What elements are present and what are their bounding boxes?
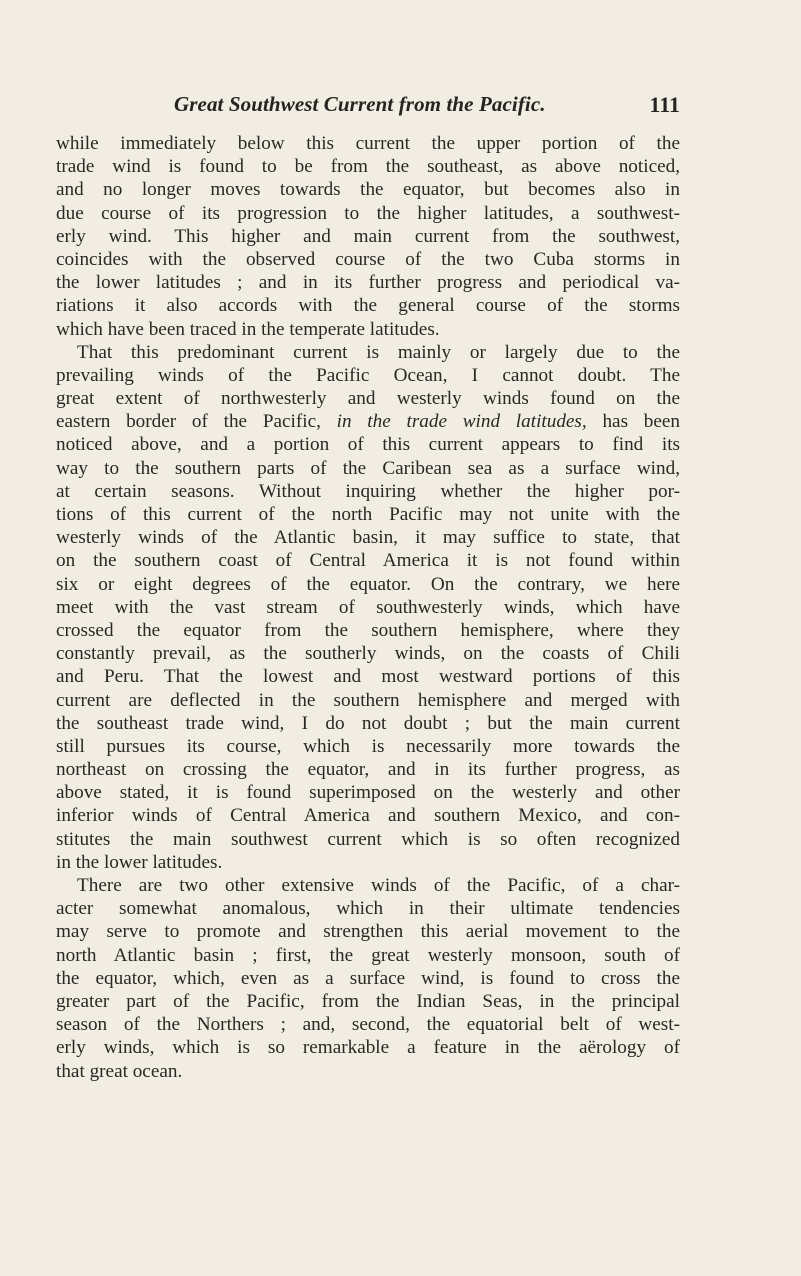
text-line: the southeast trade wind, I do not doubt ; but the main current bbox=[56, 712, 680, 734]
running-head bbox=[56, 92, 680, 124]
text-line: westerly winds of the Atlantic basin, it may suffice to state, that bbox=[56, 527, 680, 549]
text-line: may serve to promote and strengthen this aerial movement to the bbox=[56, 921, 680, 943]
text-line: on the southern coast of Central America it is not found within bbox=[56, 550, 680, 572]
text-line: and no longer moves towards the equator, but becomes also in bbox=[56, 179, 680, 201]
body-text bbox=[56, 132, 680, 1083]
italic-phrase: in the trade wind latitudes, bbox=[336, 411, 587, 433]
text-line: constantly prevail, as the southerly winds, on the coasts of Chili bbox=[56, 643, 680, 665]
page-number: 111 bbox=[649, 92, 680, 117]
text-line bbox=[56, 410, 680, 433]
text-line: current are deflected in the southern hemisphere and merged with bbox=[56, 689, 680, 711]
text-line: above stated, it is found superimposed on the westerly and other bbox=[56, 782, 680, 804]
text-line: stitutes the main southwest current which is so often recognized bbox=[56, 828, 680, 850]
text-line: trade wind is found to be from the southeast, as above noticed, bbox=[56, 156, 680, 178]
text-segment: eastern border of the Pacific, bbox=[56, 411, 321, 433]
text-line: riations it also accords with the general course of the storms bbox=[56, 295, 680, 317]
text-line: the lower latitudes ; and in its further progress and periodical va- bbox=[56, 272, 680, 294]
text-line: There are two other extensive winds of the Pacific, of a char- bbox=[77, 875, 680, 896]
text-line: season of the Northers ; and, second, the equatorial belt of west- bbox=[56, 1014, 680, 1036]
text-line: six or eight degrees of the equator. On the contrary, we here bbox=[56, 573, 680, 595]
running-title: Great Southwest Current from the Pacific. bbox=[174, 92, 546, 116]
text-line: northeast on crossing the equator, and in its further progress, as bbox=[56, 759, 680, 781]
text-line: due course of its progression to the higher latitudes, a southwest- bbox=[56, 202, 680, 224]
text-line: greater part of the Pacific, from the Indian Seas, in the principal bbox=[56, 990, 680, 1012]
text-line: meet with the vast stream of southwesterly winds, which have bbox=[56, 596, 680, 618]
text-line: coincides with the observed course of the two Cuba storms in bbox=[56, 248, 680, 270]
text-line: erly winds, which is so remarkable a feature in the aërology of bbox=[56, 1037, 680, 1059]
text-line: way to the southern parts of the Caribean sea as a surface wind, bbox=[56, 457, 680, 479]
text-line: tions of this current of the north Pacific may not unite with the bbox=[56, 504, 680, 525]
text-line: acter somewhat anomalous, which in their ultimate tendencies bbox=[56, 898, 680, 920]
text-line: That this predominant current is mainly or largely due to the bbox=[77, 341, 680, 363]
text-line: inferior winds of Central America and southern Mexico, and con- bbox=[56, 805, 680, 827]
text-line: the equator, which, even as a surface wind, is found to cross the bbox=[56, 967, 680, 989]
text-line: and Peru. That the lowest and most westward portions of this bbox=[56, 666, 680, 688]
text-line: which have been traced in the temperate latitudes. bbox=[56, 318, 440, 340]
text-line: noticed above, and a portion of this current appears to find its bbox=[56, 434, 680, 456]
text-line: that great ocean. bbox=[56, 1060, 183, 1082]
text-line: prevailing winds of the Pacific Ocean, I cannot doubt. The bbox=[56, 364, 680, 386]
text-line: erly wind. This higher and main current from the southwest, bbox=[56, 225, 680, 247]
text-line: while immediately below this current the upper portion of the bbox=[56, 133, 680, 154]
text-line: in the lower latitudes. bbox=[56, 851, 223, 873]
text-line: at certain seasons. Without inquiring whether the higher por- bbox=[56, 480, 680, 502]
text-line: still pursues its course, which is necessarily more towards the bbox=[56, 735, 680, 757]
text-line: great extent of northwesterly and westerly winds found on the bbox=[56, 388, 680, 410]
text-line: crossed the equator from the southern hemisphere, where they bbox=[56, 619, 680, 641]
text-line: north Atlantic basin ; first, the great westerly monsoon, south of bbox=[56, 944, 680, 966]
text-segment: has been bbox=[602, 411, 680, 433]
